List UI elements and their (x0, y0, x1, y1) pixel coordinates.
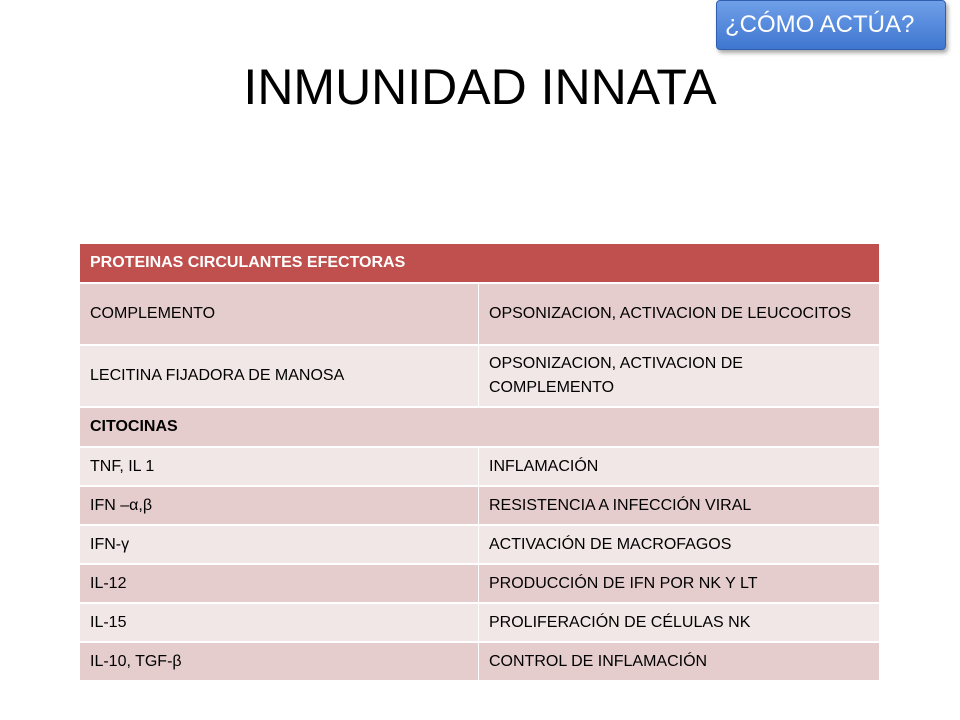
innate-immunity-table (80, 244, 879, 682)
como-actua-button[interactable] (716, 0, 946, 50)
protein-function-cell: OPSONIZACION, ACTIVACION DE COMPLEMENTO (479, 345, 880, 407)
cytokine-name-cell: IL-12 (80, 564, 479, 603)
table-row (80, 603, 879, 642)
cytokine-name-cell: IFN-γ (80, 525, 479, 564)
table-row (80, 283, 879, 345)
cytokine-function-cell: PROLIFERACIÓN DE CÉLULAS NK (479, 603, 880, 642)
table-row (80, 447, 879, 486)
table-header-cell: PROTEINAS CIRCULANTES EFECTORAS (80, 244, 879, 283)
cytokine-function-cell: RESISTENCIA A INFECCIÓN VIRAL (479, 486, 880, 525)
como-actua-label: ¿CÓMO ACTÚA? (725, 11, 915, 38)
table-row (80, 564, 879, 603)
cytokines-header-cell: CITOCINAS (80, 407, 879, 447)
cytokine-name-cell: IFN –α,β (80, 486, 479, 525)
protein-name-cell: COMPLEMENTO (80, 283, 479, 345)
cytokine-function-cell: CONTROL DE INFLAMACIÓN (479, 642, 880, 681)
cytokine-function-cell: INFLAMACIÓN (479, 447, 880, 486)
table-header-row (80, 244, 879, 283)
cytokine-name-cell: IL-10, TGF-β (80, 642, 479, 681)
cytokine-function-cell: PRODUCCIÓN DE IFN POR NK Y LT (479, 564, 880, 603)
cytokine-name-cell: TNF, IL 1 (80, 447, 479, 486)
protein-function-cell: OPSONIZACION, ACTIVACION DE LEUCOCITOS (479, 283, 880, 345)
protein-name-cell: LECITINA FIJADORA DE MANOSA (80, 345, 479, 407)
slide-title: INMUNIDAD INNATA (243, 59, 717, 115)
cytokines-section-row (80, 407, 879, 447)
table-row (80, 642, 879, 681)
table-row (80, 525, 879, 564)
cytokine-name-cell: IL-15 (80, 603, 479, 642)
table-row (80, 486, 879, 525)
cytokine-function-cell: ACTIVACIÓN DE MACROFAGOS (479, 525, 880, 564)
table-row (80, 345, 879, 407)
